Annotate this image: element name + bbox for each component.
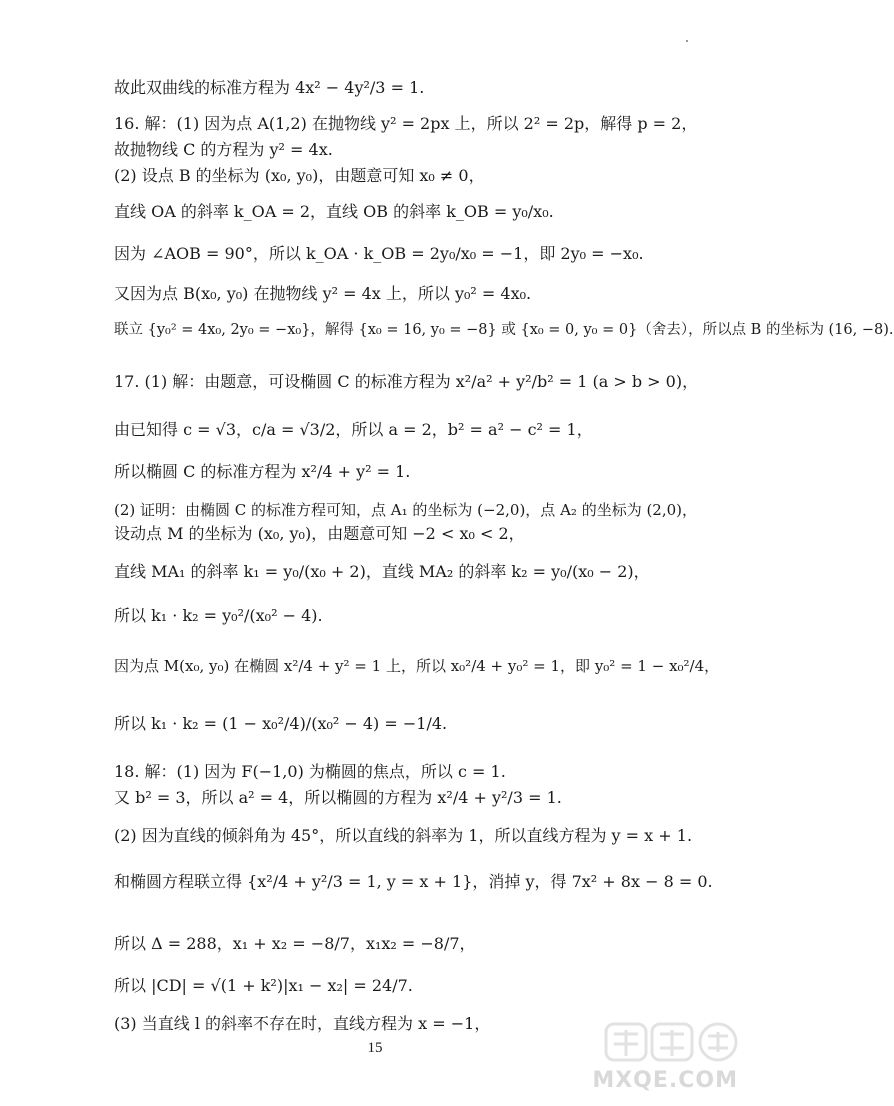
text-line: 又因为点 B(x₀, y₀) 在抛物线 y² = 4x 上，所以 y₀² = 4x₀. (114, 284, 532, 303)
text-line: 联立 {y₀² = 4x₀, 2y₀ = −x₀}，解得 {x₀ = 16, y₀ = −8} 或 {x₀ = 0, y₀ = 0}（舍去），所以点 B 的坐标为 (16, −8). (114, 322, 894, 338)
text-line: 所以椭圆 C 的标准方程为 x²/4 + y² = 1. (114, 462, 411, 481)
text-line: 所以 k₁ · k₂ = y₀²/(x₀² − 4). (114, 606, 323, 625)
watermark (592, 1018, 742, 1098)
text-line: 又 b² = 3，所以 a² = 4，所以椭圆的方程为 x²/4 + y²/3 = 1. (114, 788, 562, 807)
text-line: 18. 解：(1) 因为 F(−1,0) 为椭圆的焦点，所以 c = 1. (114, 762, 506, 781)
text-line: (2) 设点 B 的坐标为 (x₀, y₀)，由题意可知 x₀ ≠ 0， (114, 166, 485, 185)
text-line: 因为 ∠AOB = 90°，所以 k_OA · k_OB = 2y₀/x₀ = −1，即 2y₀ = −x₀. (114, 244, 644, 263)
text-line: 和椭圆方程联立得 {x²/4 + y²/3 = 1, y = x + 1}，消掉 y，得 7x² + 8x − 8 = 0. (114, 872, 713, 891)
watermark-url: MXQE.COM (592, 1068, 738, 1093)
text-line: 故抛物线 C 的方程为 y² = 4x. (114, 140, 333, 159)
text-line: 因为点 M(x₀, y₀) 在椭圆 x²/4 + y² = 1 上，所以 x₀²/4 + y₀² = 1，即 y₀² = 1 − x₀²/4， (114, 657, 720, 675)
text-line: 17. (1) 解：由题意，可设椭圆 C 的标准方程为 x²/a² + y²/b² = 1 (a > b > 0)， (114, 372, 699, 391)
text-line: 设动点 M 的坐标为 (x₀, y₀)，由题意可知 −2 < x₀ < 2， (114, 524, 525, 543)
text-line: 16. 解：(1) 因为点 A(1,2) 在抛物线 y² = 2px 上，所以 2² = 2p，解得 p = 2， (114, 114, 698, 133)
text-line: 所以 Δ = 288，x₁ + x₂ = −8/7，x₁x₂ = −8/7， (114, 934, 476, 953)
text-line: (2) 证明：由椭圆 C 的标准方程可知，点 A₁ 的坐标为 (−2,0)，点 A₂ 的坐标为 (2,0)， (114, 501, 698, 519)
watermark-logo-icon (602, 1018, 742, 1066)
page-number: 15 (367, 1040, 383, 1056)
text-line: (3) 当直线 l 的斜率不存在时，直线方程为 x = −1， (114, 1014, 491, 1033)
text-line: 所以 |CD| = √(1 + k²)|x₁ − x₂| = 24/7. (114, 976, 413, 995)
speck (686, 40, 688, 42)
text-line: 直线 MA₁ 的斜率 k₁ = y₀/(x₀ + 2)，直线 MA₂ 的斜率 k₂ = y₀/(x₀ − 2)， (114, 562, 650, 581)
text-line: 故此双曲线的标准方程为 4x² − 4y²/3 = 1. (114, 78, 425, 97)
text-line: 由已知得 c = √3，c/a = √3/2，所以 a = 2，b² = a² − c² = 1， (114, 420, 593, 439)
text-line: (2) 因为直线的倾斜角为 45°，所以直线的斜率为 1，所以直线方程为 y = x + 1. (114, 826, 693, 845)
text-line: 所以 k₁ · k₂ = (1 − x₀²/4)/(x₀² − 4) = −1/4. (114, 714, 448, 733)
text-line: 直线 OA 的斜率 k_OA = 2，直线 OB 的斜率 k_OB = y₀/x₀. (114, 202, 554, 221)
